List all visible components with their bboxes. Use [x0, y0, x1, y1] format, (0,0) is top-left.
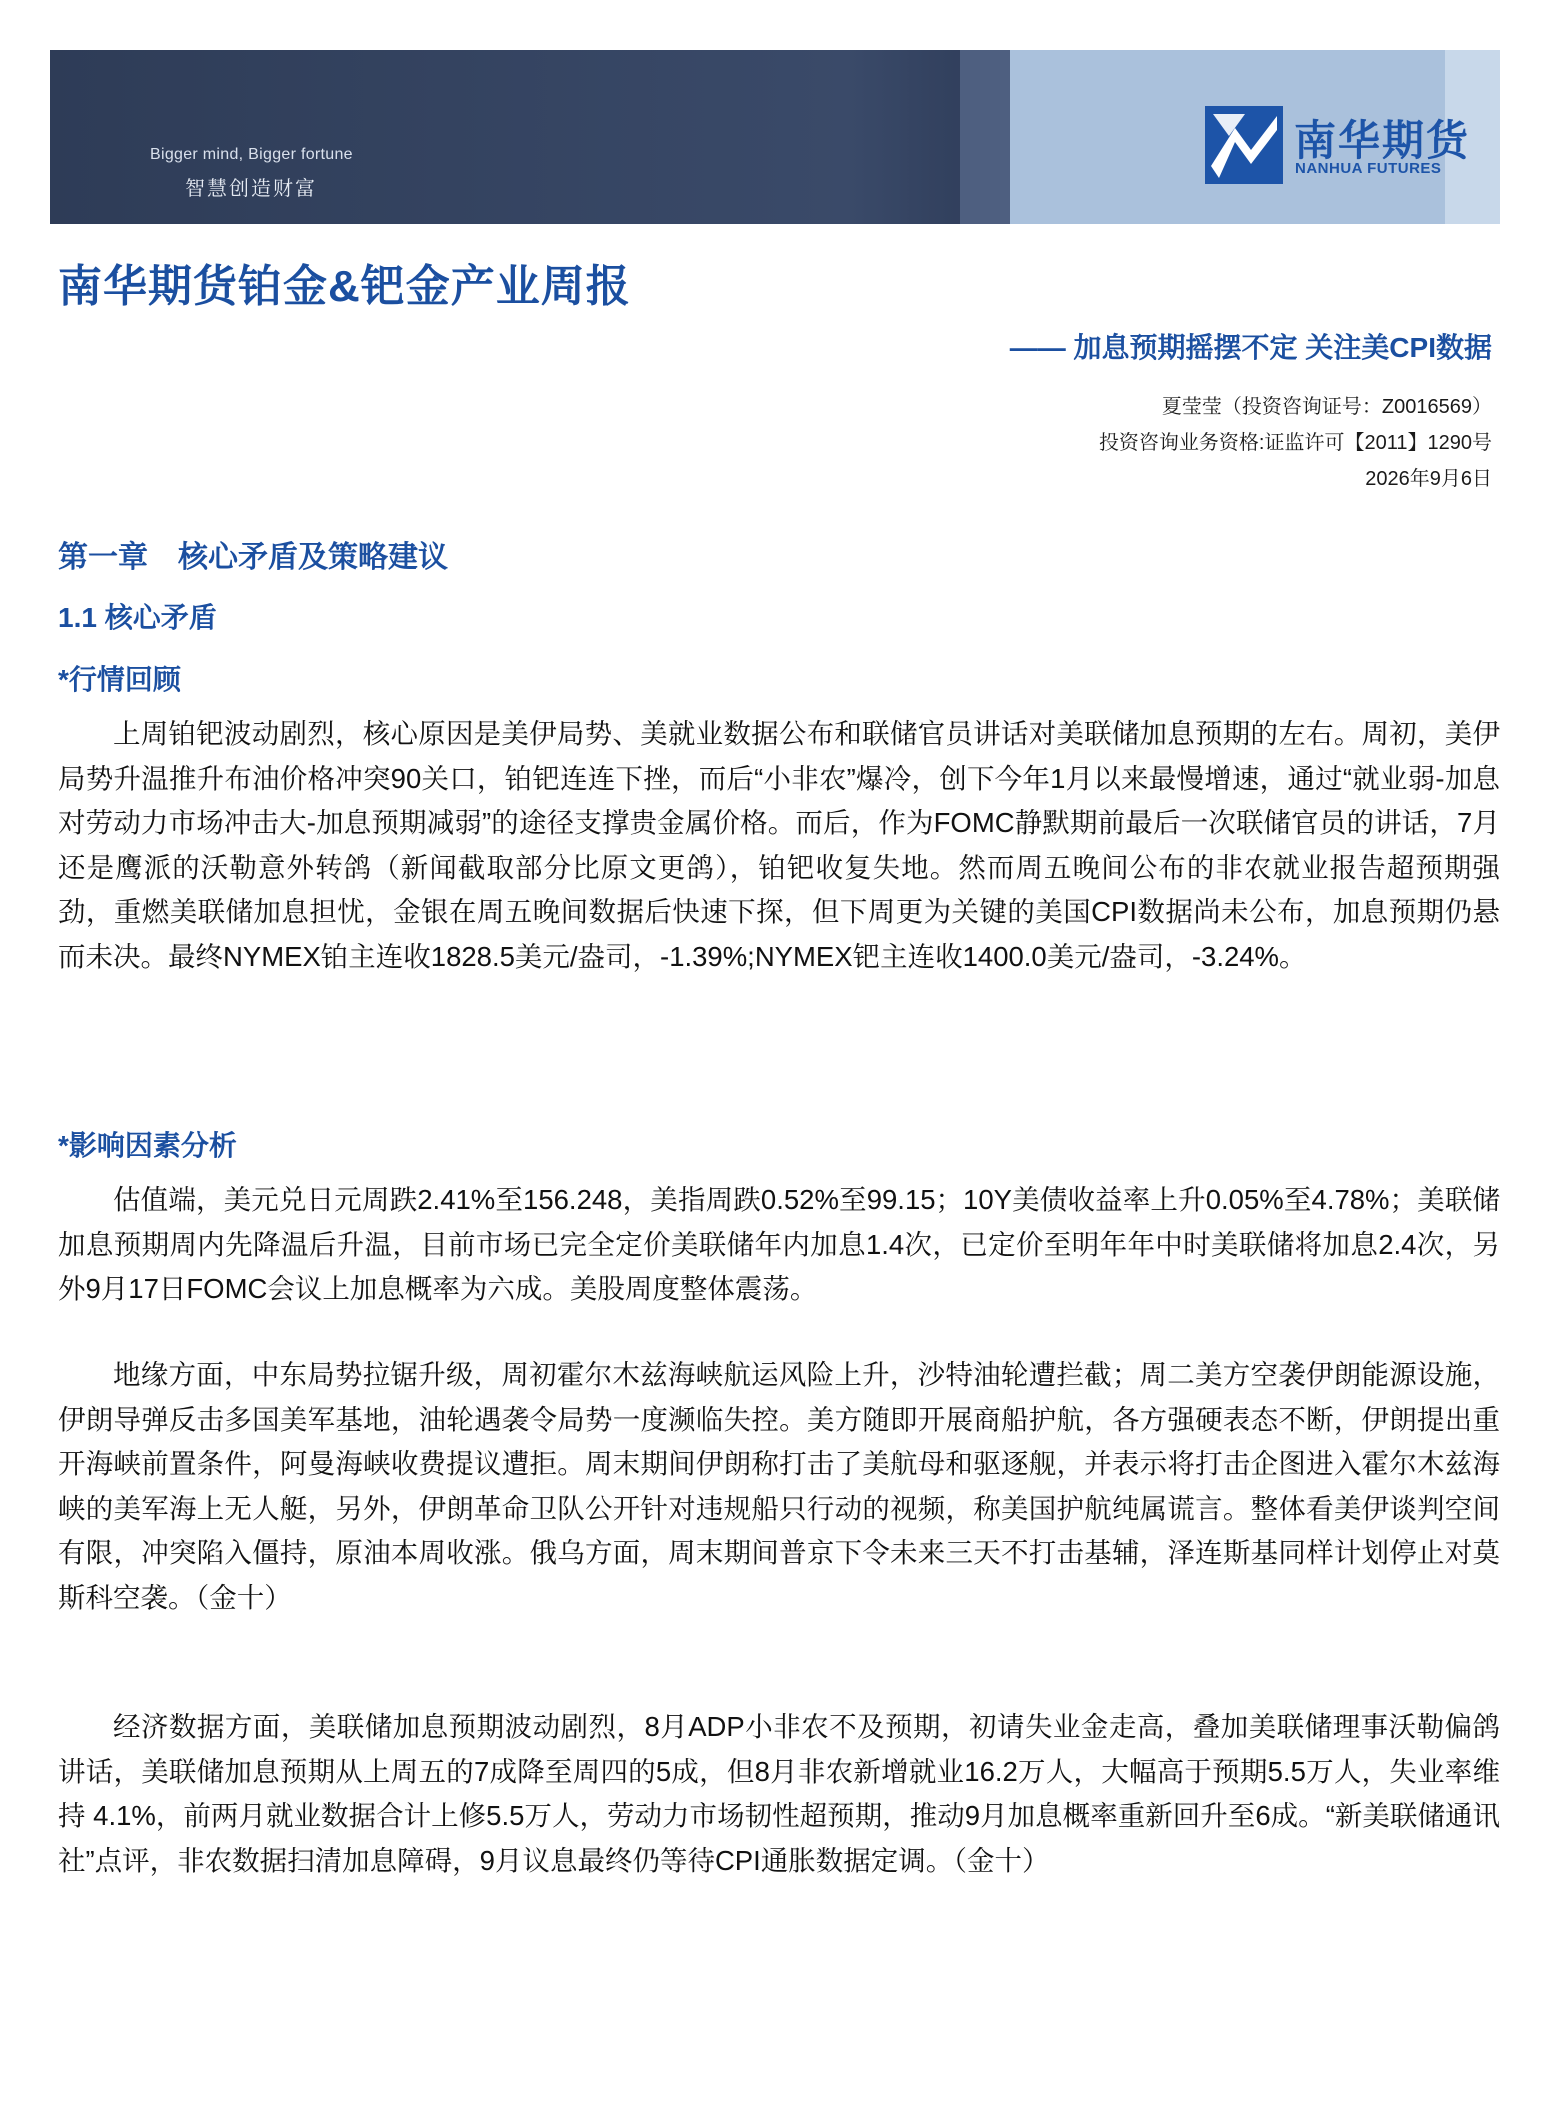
report-subtitle: —— 加息预期摇摆不定 关注美CPI数据	[1009, 332, 1492, 363]
license-line: 投资咨询业务资格:证监许可【2011】1290号	[1098, 432, 1492, 454]
subsection-review-heading: *行情回顾	[58, 664, 181, 695]
chapter-title: 核心矛盾及策略建议	[178, 541, 448, 574]
chapter-number: 第一章	[58, 541, 148, 574]
subsection-factors-heading: *影响因素分析	[58, 1130, 237, 1161]
report-date: 2026年9月6日	[1365, 468, 1492, 490]
chapter-heading	[58, 532, 448, 576]
header-banner	[50, 50, 1500, 224]
author-line: 夏莹莹（投资咨询证号：Z0016569）	[1161, 396, 1492, 418]
slogan-cn: 智慧创造财富	[185, 178, 317, 200]
banner-stripe	[960, 50, 1010, 224]
nanhua-logo-icon	[1205, 106, 1283, 184]
section-heading: 1.1 核心矛盾	[58, 602, 217, 633]
logo-text-cn: 南华期货	[1294, 117, 1471, 164]
paragraph-review: 上周铂钯波动剧烈，核心原因是美伊局势、美就业数据公布和联储官员讲话对美联储加息预期的左右。周初，美伊局势升温推升布油价格冲突90关口，铂钯连连下挫，而后“小非农”爆冷，创下今年1月以来最慢增速，通过“就业弱-加息对劳动力市场冲击大-加息预期减弱”的途径支撑贵金属价格。而后，作为FOMC静默期前最后一次联储官员的讲话，7月还是鹰派的沃勒意外转鸽（新闻截取部分比原文更鸽），铂钯收复失地。然而周五晚间公布的非农就业报告超预期强劲，重燃美联储加息担忧，金银在周五晚间数据后快速下探，但下周更为关键的美国CPI数据尚未公布，加息预期仍悬而未决。最终NYMEX铂主连收1828.5美元/盎司，-1.39%;NYMEX钯主连收1400.0美元/盎司，-3.24%。	[58, 718, 1500, 972]
report-title: 南华期货铂金&钯金产业周报	[58, 262, 631, 311]
paragraph-geopolitics: 地缘方面，中东局势拉锯升级，周初霍尔木兹海峡航运风险上升，沙特油轮遭拦截；周二美方空袭伊朗能源设施，伊朗导弹反击多国美军基地，油轮遇袭令局势一度濒临失控。美方随即开展商船护航，各方强硬表态不断，伊朗提出重开海峡前置条件，阿曼海峡收费提议遭拒。周末期间伊朗称打击了美航母和驱逐舰，并表示将打击企图进入霍尔木兹海峡的美军海上无人艇，另外，伊朗革命卫队公开针对违规船只行动的视频，称美国护航纯属谎言。整体看美伊谈判空间有限，冲突陷入僵持，原油本周收涨。俄乌方面，周末期间普京下令未来三天不打击基辅，泽连斯基同样计划停止对莫斯科空袭。（金十）	[58, 1359, 1500, 1613]
paragraph-valuation: 估值端，美元兑日元周跌2.41%至156.248，美指周跌0.52%至99.15；10Y美债收益率上升0.05%至4.78%；美联储加息预期周内先降温后升温，目前市场已完全定价美联储年内加息1.4次，已定价至明年年中时美联储将加息2.4次，另外9月17日FOMC会议上加息概率为六成。美股周度整体震荡。	[58, 1184, 1500, 1304]
logo-text-en: NANHUA FUTURES	[1295, 160, 1442, 177]
paragraph-economy: 经济数据方面，美联储加息预期波动剧烈，8月ADP小非农不及预期，初请失业金走高，叠加美联储理事沃勒偏鸽讲话，美联储加息预期从上周五的7成降至周四的5成，但8月非农新增就业16.2万人，大幅高于预期5.5万人，失业率维持 4.1%，前两月就业数据合计上修5.5万人，劳动力市场韧性超预期，推动9月加息概率重新回升至6成。“新美联储通讯社”点评，非农数据扫清加息障碍，9月议息最终仍等待CPI通胀数据定调。（金十）	[58, 1711, 1500, 1876]
slogan-en: Bigger mind, Bigger fortune	[150, 146, 353, 163]
